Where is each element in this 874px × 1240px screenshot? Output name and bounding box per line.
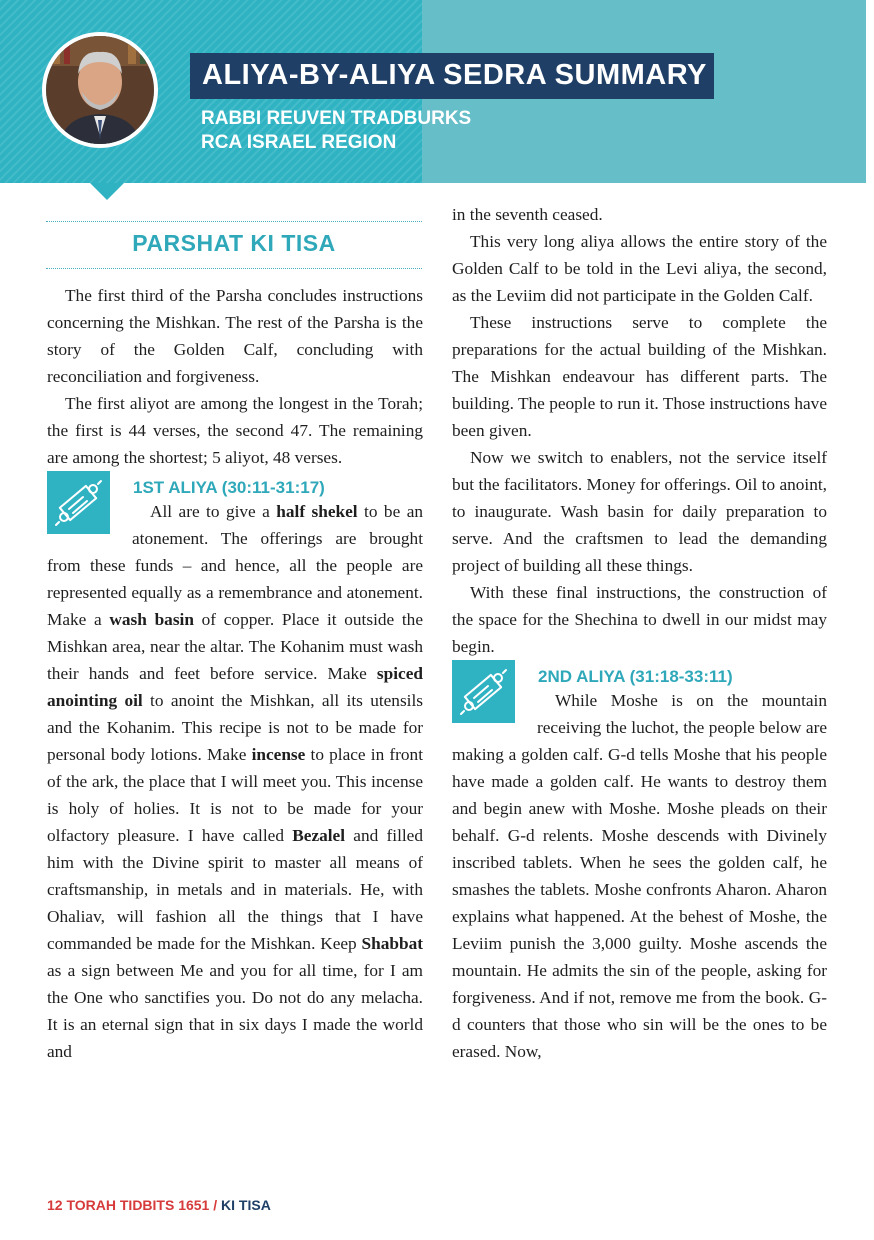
torah-scroll-icon bbox=[47, 471, 110, 534]
aliya1-heading: 1ST ALIYA (30:11-31:17) bbox=[133, 478, 325, 497]
summary-title-box bbox=[190, 53, 714, 99]
aliya1-paragraph bbox=[47, 498, 423, 1065]
author-org: RCA ISRAEL REGION bbox=[201, 132, 397, 153]
intro-paragraph-2: The first aliyot are among the longest in the Torah; the first is 44 verses, the second 47. The remaining are among the shortest; 5 aliyot, 48 verses. bbox=[47, 394, 423, 467]
intro-paragraph-1: The first third of the Parsha concludes instructions concerning the Mishkan. The rest of the Parsha is the story of the Golden Calf, concluding with reconciliation and forgiveness. bbox=[47, 286, 423, 386]
bottom-divider bbox=[46, 268, 422, 269]
aliya1-seg-6: to anoint the Mishkan, all its utensils and the Kohanim. This recipe is not to be made for personal body lotions. Make bbox=[47, 691, 424, 764]
footer-separator: / bbox=[213, 1197, 218, 1213]
aliya1-seg-3: wash basin bbox=[109, 610, 194, 629]
page-footer bbox=[47, 1197, 271, 1213]
parsha-title: PARSHAT KI TISA bbox=[132, 230, 336, 256]
left-column bbox=[47, 282, 423, 1065]
continuation-line: in the seventh ceased. bbox=[452, 205, 603, 224]
aliya2-text: While Moshe is on the mountain receiving the luchot, the people below are making a golden calf. G-d tells Moshe that his people have made a golden calf. He wants to destroy them and begin anew with Moshe. Moshe pleads on their behalf. G-d relents. Moshe descends with Divinely inscribed tablets. When he sees the golden calf, he smashes the tablets. Moshe confronts Aharon. Aharon explains what happened. At the behest of Moshe, the Leviim punish the 3,000 guilty. Moshe ascends the mountain. He admits the sin of the people, asking for forgiveness. And if not, remove me from the book. G-d counters that those who sin will be the ones to be erased. Now, bbox=[452, 691, 827, 1061]
aliya1-seg-7: incense bbox=[251, 745, 306, 764]
aliya2-heading: 2ND ALIYA (31:18-33:11) bbox=[538, 667, 733, 686]
right-paragraph-3: Now we switch to enablers, not the service itself but the facilitators. Money for offerings. Oil to anoint, to inaugurate. Wash basin for daily preparation to serve. And the craftsmen to lead the demanding project of building all these things. bbox=[452, 448, 827, 575]
top-divider bbox=[46, 221, 422, 222]
right-column bbox=[452, 201, 827, 1065]
aliya1-seg-12: as a sign between Me and you for all time, for I am the One who sanctifies you. Do not do any melacha. It is an eternal sign that in six days I made the world and bbox=[47, 961, 423, 1061]
aliya1-seg-4: of copper. Place it outside the Mishkan area, near the altar. The Kohanim must wash their hands and feet before service. Make bbox=[47, 610, 423, 683]
footer-publication: 12 TORAH TIDBITS 1651 bbox=[47, 1197, 210, 1213]
aliya1-seg-2: to be an atonement. The offerings are brought from these funds – and hence, all the people are represented equally as a remembrance and atonement. Make a bbox=[47, 502, 423, 629]
author-name: RABBI REUVEN TRADBURKS bbox=[201, 108, 472, 129]
summary-title: ALIYA-BY-ALIYA SEDRA SUMMARY bbox=[202, 59, 707, 91]
right-paragraph-2: These instructions serve to complete the preparations for the actual building of the Mishkan. The Mishkan endeavour has different parts. The building. The people to run it. Those instructions have been given. bbox=[452, 313, 827, 440]
aliya1-seg-5: spiced anointing oil bbox=[47, 664, 423, 710]
aliya1-seg-9: Bezalel bbox=[292, 826, 346, 845]
header-pointer bbox=[90, 183, 124, 200]
right-paragraph-4: With these final instructions, the construction of the space for the Shechina to dwell in our midst may begin. bbox=[452, 583, 827, 656]
author-block bbox=[201, 107, 471, 155]
aliya2-paragraph bbox=[452, 687, 827, 1065]
right-paragraph-1: This very long aliya allows the entire story of the Golden Calf to be told in the Levi aliya, the second, as the Leviim did not participate in the Golden Calf. bbox=[452, 232, 827, 305]
header-banner bbox=[0, 0, 866, 183]
torah-scroll-icon bbox=[452, 660, 515, 723]
footer-parsha: KI TISA bbox=[221, 1197, 271, 1213]
author-avatar bbox=[42, 32, 158, 148]
aliya1-seg-1: half shekel bbox=[276, 502, 358, 521]
aliya1-seg-11: Shabbat bbox=[361, 934, 423, 953]
aliya1-seg-8: to place in front of the ark, the place that I will meet you. This incense is holy of holies. It is not to be made for your olfactory pleasure. I have called bbox=[47, 745, 423, 845]
aliya1-seg-10: and filled him with the Divine spirit to master all means of craftsmanship, in metals and in materials. He, with Ohaliav, will fashion all the things that I have commanded be made for the Mishkan. Keep bbox=[47, 826, 423, 953]
aliya1-seg-0: All are to give a bbox=[150, 502, 277, 521]
